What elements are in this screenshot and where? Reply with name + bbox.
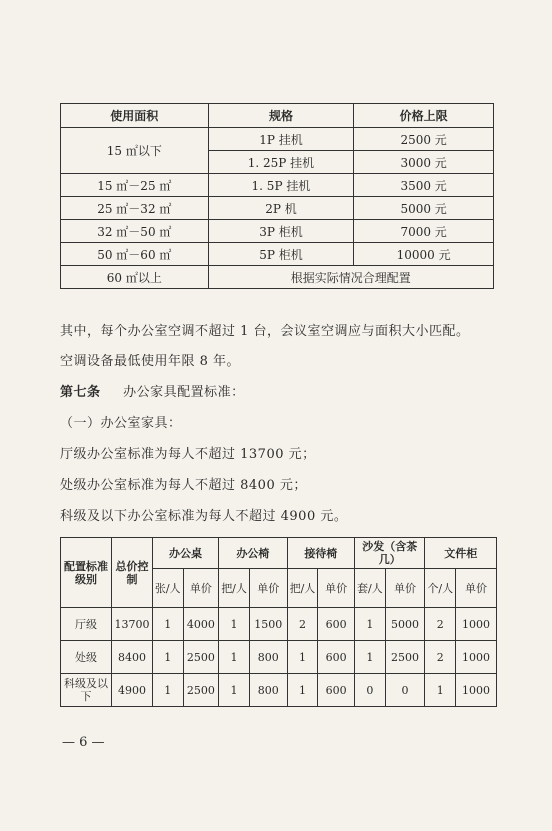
unit-chair: 把/人 [219, 569, 250, 608]
table-row [61, 674, 497, 707]
cell-area: 32 ㎡－50 ㎡ [61, 220, 209, 243]
cell-spec-merged: 根据实际情况合理配置 [208, 266, 493, 289]
table-cell: 1000 [456, 674, 497, 707]
header-area: 使用面积 [61, 104, 209, 128]
table-cell: 1 [425, 674, 456, 707]
table-cell: 2500 [183, 674, 219, 707]
table-cell: 4000 [183, 608, 219, 641]
cell-spec: 1. 25P 挂机 [208, 151, 354, 174]
cell-area: 50 ㎡－60 ㎡ [61, 243, 209, 266]
header-cabinet: 文件柜 [425, 538, 497, 569]
unit-price: 单价 [385, 569, 425, 608]
standard-line-ke: 科级及以下办公室标准为每人不超过 4900 元。 [60, 509, 348, 524]
cell-area: 15 ㎡以下 [61, 128, 209, 174]
table-cell: 0 [355, 674, 386, 707]
table-cell: 13700 [112, 608, 153, 641]
cell-spec: 1P 挂机 [208, 128, 354, 151]
ac-price-table [60, 103, 494, 289]
paragraph-ac-count: 其中，每个办公室空调不超过 1 台，会议室空调应与面积大小匹配。 [60, 324, 470, 339]
table-cell: 1 [219, 641, 250, 674]
cell-price: 7000 元 [354, 220, 494, 243]
subsection-heading: （一）办公室家具： [60, 416, 182, 431]
table-cell: 4900 [112, 674, 153, 707]
cell-area: 15 ㎡－25 ㎡ [61, 174, 209, 197]
table-cell: 1000 [456, 641, 497, 674]
table-cell: 2 [425, 608, 456, 641]
table-cell: 1 [355, 608, 386, 641]
table-cell: 2 [287, 608, 318, 641]
header-total: 总价控制 [112, 538, 153, 608]
cell-price: 5000 元 [354, 197, 494, 220]
cell-level: 厅级 [61, 608, 112, 641]
furniture-standard-table [60, 537, 497, 707]
table-cell: 600 [318, 674, 355, 707]
cell-spec: 5P 柜机 [208, 243, 354, 266]
header-price: 价格上限 [354, 104, 494, 128]
table-cell: 600 [318, 641, 355, 674]
article-label: 第七条 [60, 385, 101, 400]
cell-price: 3500 元 [354, 174, 494, 197]
unit-guest: 把/人 [287, 569, 318, 608]
cell-level: 科级及以下 [61, 674, 112, 707]
page-number: — 6 — [62, 735, 105, 750]
table-cell: 2500 [385, 641, 425, 674]
table-cell: 2500 [183, 641, 219, 674]
table-cell: 1 [287, 641, 318, 674]
table-cell: 2 [425, 641, 456, 674]
table-cell: 1 [219, 674, 250, 707]
header-guest-chair: 接待椅 [287, 538, 354, 569]
cell-price: 10000 元 [354, 243, 494, 266]
cell-spec: 2P 机 [208, 197, 354, 220]
table-cell: 1000 [456, 608, 497, 641]
cell-level: 处级 [61, 641, 112, 674]
cell-spec: 3P 柜机 [208, 220, 354, 243]
table-row [61, 641, 497, 674]
table-cell: 600 [318, 608, 355, 641]
standard-line-ting: 厅级办公室标准为每人不超过 13700 元； [60, 447, 316, 462]
cell-spec: 1. 5P 挂机 [208, 174, 354, 197]
unit-price: 单价 [249, 569, 287, 608]
table-cell: 800 [249, 674, 287, 707]
paragraph-ac-lifespan: 空调设备最低使用年限 8 年。 [60, 354, 241, 369]
cell-area: 25 ㎡－32 ㎡ [61, 197, 209, 220]
table-cell: 8400 [112, 641, 153, 674]
table-row [61, 608, 497, 641]
unit-desk: 张/人 [152, 569, 183, 608]
unit-price: 单价 [456, 569, 497, 608]
cell-area: 60 ㎡以上 [61, 266, 209, 289]
article-text: 办公家具配置标准： [123, 385, 245, 400]
unit-price: 单价 [183, 569, 219, 608]
cell-price: 2500 元 [354, 128, 494, 151]
unit-cabinet: 个/人 [425, 569, 456, 608]
table-cell: 1 [152, 641, 183, 674]
header-level: 配置标准级别 [61, 538, 112, 608]
header-chair: 办公椅 [219, 538, 287, 569]
header-desk: 办公桌 [152, 538, 218, 569]
table-cell: 1500 [249, 608, 287, 641]
standard-line-chu: 处级办公室标准为每人不超过 8400 元； [60, 478, 307, 493]
header-sofa: 沙发（含茶几） [355, 538, 425, 569]
table-cell: 0 [385, 674, 425, 707]
table-cell: 800 [249, 641, 287, 674]
header-spec: 规格 [208, 104, 354, 128]
table-cell: 1 [287, 674, 318, 707]
table-cell: 1 [355, 641, 386, 674]
cell-price: 3000 元 [354, 151, 494, 174]
table-cell: 1 [152, 674, 183, 707]
unit-price: 单价 [318, 569, 355, 608]
table-cell: 1 [219, 608, 250, 641]
article-heading [60, 381, 245, 400]
table-cell: 1 [152, 608, 183, 641]
unit-sofa: 套/人 [355, 569, 386, 608]
furniture-table-body [61, 608, 497, 707]
table-cell: 5000 [385, 608, 425, 641]
